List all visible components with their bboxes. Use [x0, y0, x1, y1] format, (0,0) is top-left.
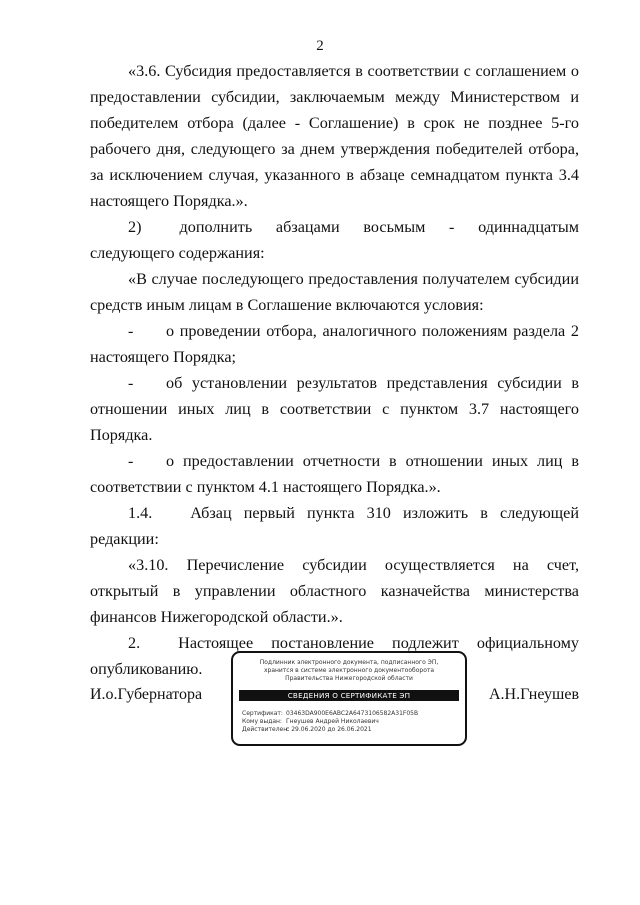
list-dash: -: [128, 322, 134, 340]
paragraph-conditions: «В случае последующего предоставления получателем субсидии средств иным лицам в Соглашение включаются условия:: [90, 270, 579, 314]
stamp-header-line: хранится в системе электронного документооборота: [263, 667, 435, 674]
validity-row: [242, 726, 459, 734]
validity-label: Действителен:: [242, 726, 290, 734]
certificate-value: 03463DA900E6ABC2A6473106582A31F05B: [286, 710, 419, 717]
certificate-row: [242, 710, 459, 718]
e-signature-stamp: [231, 651, 467, 746]
list-item: [90, 318, 579, 370]
validity-value: с 29.06.2020 до 26.06.2021: [286, 726, 372, 734]
item-number: 2.: [128, 634, 141, 652]
certificate-label: Сертификат:: [242, 710, 283, 717]
item-text: дополнить абзацами восьмым - одиннадцатым следующего содержания:: [90, 218, 579, 262]
issued-to-row: [242, 718, 459, 726]
paragraph-3-10: «3.10. Перечисление субсидии осуществляется на счет, открытый в управлении областного казначейства министерства финансов Нижегородской области.».: [90, 556, 579, 626]
list-item-text: о проведении отбора, аналогичного положениям раздела 2 настоящего Порядка;: [90, 322, 579, 366]
list-dash: -: [128, 452, 134, 470]
stamp-details: [242, 710, 459, 735]
list-item: [90, 370, 579, 448]
paragraph-3-6: «3.6. Субсидия предоставляется в соответствии с соглашением о предоставлении субсидии, заключаемым между Министерством и победителем отбора (далее - Соглашение) в срок не позднее 5-го рабочего дня, следующего за днем утверждения победителей отбора, за исключением случая, указанного в абзаце семнадцатом пункта 3.4 настоящего Порядка.».: [90, 62, 579, 210]
signatory-name: А.Н.Гнеушев: [489, 686, 579, 703]
item-text: Абзац первый пункта 310 изложить в следующей редакции:: [90, 504, 579, 548]
stamp-header-line: Правительства Нижегородской области: [285, 675, 413, 682]
list-item: [90, 448, 579, 500]
list-item-text: о предоставлении отчетности в отношении иных лиц в соответствии с пунктом 4.1 настоящего Порядка.».: [90, 452, 579, 496]
list-dash: -: [128, 374, 134, 392]
page-number: 2: [316, 38, 324, 54]
issued-to-value: Гнеушев Андрей Николаевич: [286, 718, 379, 726]
signatory-title: И.о.Губернатора: [90, 686, 203, 703]
paragraph-item-2: [90, 214, 579, 266]
stamp-header: [233, 659, 465, 683]
item-text: Настоящее постановление подлежит официальному опубликованию.: [90, 634, 579, 678]
item-number: 2): [128, 218, 142, 236]
item-number: 1.4.: [128, 504, 153, 522]
list-item-text: об установлении результатов представления субсидии в отношении иных лиц в соответствии с пунктом 3.7 настоящего Порядка.: [90, 374, 579, 444]
stamp-title-bar: СВЕДЕНИЯ О СЕРТИФИКАТЕ ЭП: [239, 690, 459, 701]
paragraph-item-1-4: [90, 500, 579, 552]
issued-to-label: Кому выдан:: [242, 718, 282, 726]
document-body: [90, 58, 579, 682]
stamp-header-line: Подлинник электронного документа, подписанного ЭП,: [259, 659, 439, 666]
